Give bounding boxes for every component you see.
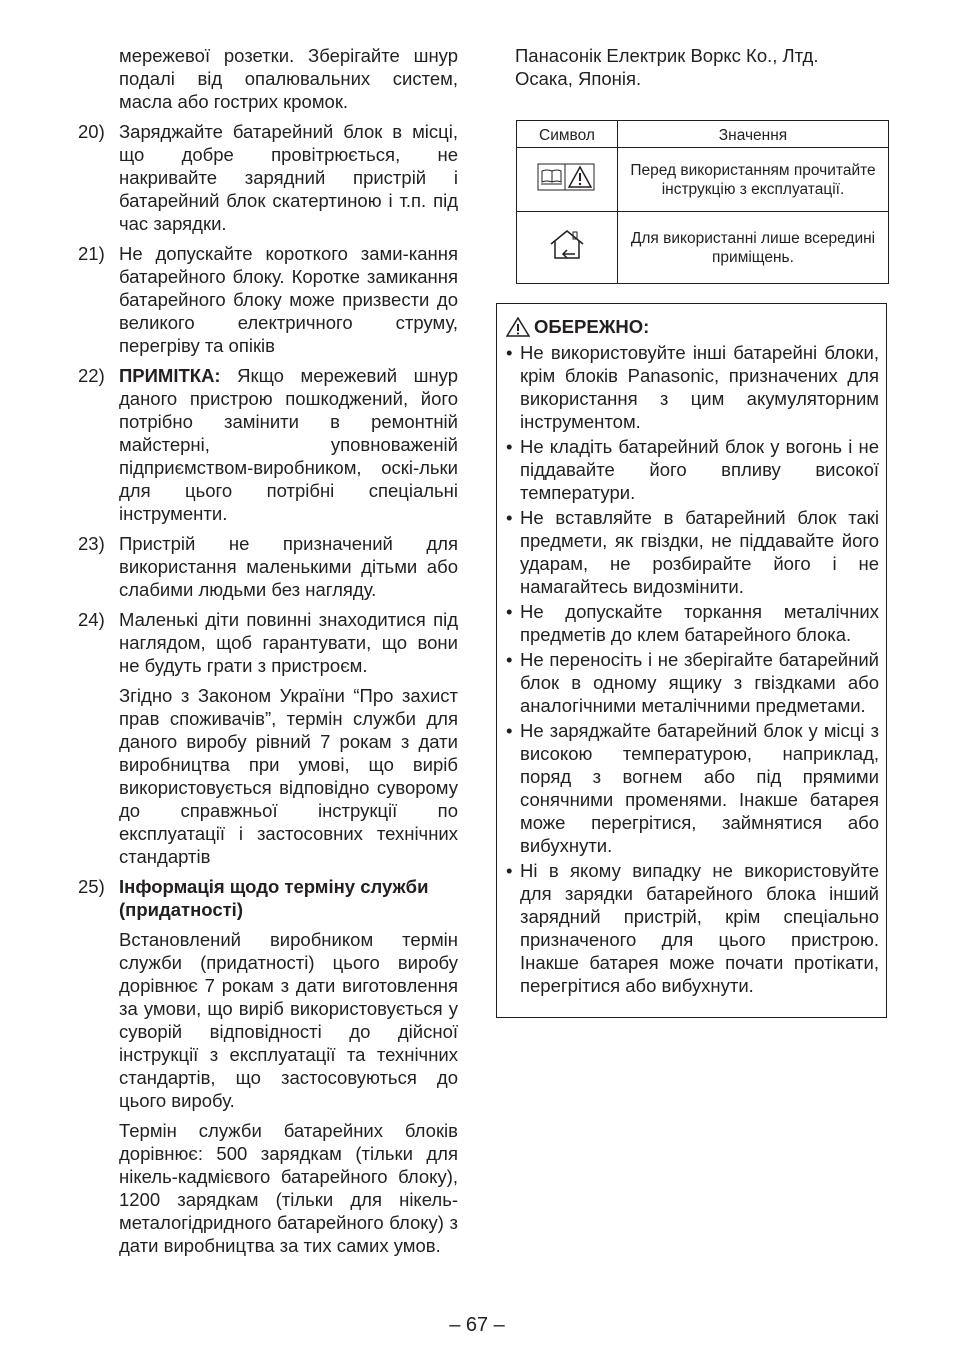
left-column	[78, 44, 458, 1257]
item-number: 22)	[78, 365, 105, 386]
table-cell-meaning: Для використанні лише всередині приміщень.	[618, 212, 889, 284]
item-text: Маленькі діти повинні знаходитися під наглядом, щоб гарантувати, що вони не будуть грати з пристроєм.	[119, 609, 458, 676]
warning-triangle-icon	[506, 317, 530, 337]
item-text: Заряджайте батарейний блок в місці, що добре провітрюється, не накривайте зарядний пристрій і батарейний блок скатертиною і т.п. під час зарядки.	[119, 121, 458, 234]
list-item-22	[78, 364, 458, 525]
indoor-use-icon	[547, 228, 587, 262]
table-row	[517, 212, 889, 284]
page-number: – 67 –	[449, 1314, 505, 1336]
intro-paragraph: мережевої розетки. Зберігайте шнур подалі від опалювальних систем, масла або гострих кромок.	[119, 45, 458, 112]
item-text: Пристрій не призначений для використання маленькими дітьми або слабими людьми без нагляду.	[119, 533, 458, 600]
indoor-use-icon	[517, 212, 618, 284]
manufacturer-location: Осака, Японія.	[515, 68, 642, 89]
manufacturer-name: Панасонік Електрик Воркс Ко., Лтд.	[515, 45, 819, 66]
item-number: 23)	[78, 533, 105, 554]
caution-box	[496, 303, 887, 1018]
item-number: 20)	[78, 121, 105, 142]
item-number: 24)	[78, 609, 105, 630]
list-item-21	[78, 242, 458, 357]
manufacturer	[515, 44, 818, 90]
bullet-text: Не вставляйте в батарейний блок такі предмети, як гвіздки, не піддавайте його ударам, не розбирайте його і не намагайтесь видозмінити.	[520, 507, 879, 597]
service-life-paragraph: Встановлений виробником термін служби (придатності) цього виробу дорівнює 7 рокам з дати виготовлення за умови, що виріб використовується у суворій відповідності до дійсної інструкції з експлуатації та технічних стандартів, що застосовуються до цього виробу.	[119, 929, 458, 1111]
table-cell-meaning: Перед використанням прочитайте інструкцію з експлуатації.	[618, 148, 889, 212]
list-item: • Не кладіть батарейний блок у вогонь і не піддавайте його впливу високої температури.	[506, 436, 879, 503]
list-item-20	[78, 120, 458, 235]
note-text: Якщо мережевий шнур даного пристрою пошкоджений, його потрібно замінити в ремонтній майстерні, уповноваженій підприємством-виробником, оскі-льки для цього потрібні спеціальні інструменти.	[119, 365, 458, 524]
column-header-symbol: Символ	[517, 121, 618, 148]
item-number: 21)	[78, 243, 105, 264]
list-item-25	[78, 875, 458, 921]
item-text	[119, 364, 458, 525]
bullet-text: Не переносіть і не зберігайте батарейний блок в одному ящику з гвіздками або аналогічними металічними предметами.	[520, 649, 879, 716]
law-paragraph: Згідно з Законом України “Про захист прав споживачів”, термін служби для даного виробу рівний 7 рокам з дати виробництва при умові, що виріб використовується відповідно суворому до справжньої інструкції по експлуатації і застосовних технічних стандартів	[119, 685, 458, 867]
caution-heading	[506, 316, 649, 338]
item-text: Не допускайте короткого зами-кання батарейного блоку. Коротке замикання батарейного блоку може призвести до великого електричного струму, перегріву та опіків	[119, 243, 458, 356]
battery-life-paragraph: Термін служби батарейних блоків дорівнює: 500 зарядкам (тільки для нікель-кадмієвого батарейного блоку), 1200 зарядкам (тільки для нікель-металогідридного батарейного блоку) з дати виробництва за тих самих умов.	[119, 1120, 458, 1256]
table-header-row	[517, 121, 889, 148]
list-item-24	[78, 608, 458, 677]
list-item: • Ні в якому випадку не використовуйте для зарядки батарейного блока інший зарядний пристрій, крім спеціально призначеного для цього пристрою. Інакше батарея може почати протікати, перегрітися або вибухнути.	[506, 860, 879, 996]
column-header-meaning: Значення	[618, 121, 889, 148]
list-item: • Не переносіть і не зберігайте батарейний блок в одному ящику з гвіздками або аналогічними металічними предметами.	[506, 649, 879, 716]
read-manual-warning-icon	[537, 162, 597, 192]
caution-title: ОБЕРЕЖНО:	[534, 316, 650, 337]
note-label: ПРИМІТКА:	[119, 365, 221, 386]
list-item: • Не вставляйте в батарейний блок такі предмети, як гвіздки, не піддавайте його ударам, не розбирайте його і не намагайтесь видозмінити.	[506, 507, 879, 597]
read-manual-warning-icon	[517, 148, 618, 212]
list-item: • Не заряджайте батарейний блок у місці з високою температурою, наприклад, поряд з вогнем або під прямими сонячними променями. Інакше батарея може перегрітися, займнятися або вибухнути.	[506, 720, 879, 856]
list-item: • Не використовуйте інші батарейні блоки, крім блоків Panasonic, призначених для використання з цим акумуляторним інструментом.	[506, 342, 879, 432]
bullet-text: Не заряджайте батарейний блок у місці з високою температурою, наприклад, поряд з вогнем або під прямими сонячними променями. Інакше батарея може перегрітися, займнятися або вибухнути.	[520, 720, 879, 856]
item-title: Інформація щодо терміну служби (придатності)	[119, 876, 429, 920]
table-row	[517, 148, 889, 212]
symbol-table	[516, 120, 889, 284]
bullet-text: Не допускайте торкання металічних предметів до клем батарейного блока.	[520, 601, 879, 645]
bullet-text: Не використовуйте інші батарейні блоки, крім блоків Panasonic, призначених для використання з цим акумуляторним інструментом.	[520, 342, 879, 432]
list-item-23	[78, 532, 458, 601]
bullet-text: Ні в якому випадку не використовуйте для зарядки батарейного блока інший зарядний пристрій, крім спеціально призначеного для цього пристрою. Інакше батарея може почати протікати, перегрітися або вибухнути.	[520, 860, 879, 996]
item-number: 25)	[78, 876, 105, 897]
bullet-text: Не кладіть батарейний блок у вогонь і не піддавайте його впливу високої температури.	[520, 436, 879, 503]
caution-list	[506, 341, 879, 999]
list-item: • Не допускайте торкання металічних предметів до клем батарейного блока.	[506, 601, 879, 645]
